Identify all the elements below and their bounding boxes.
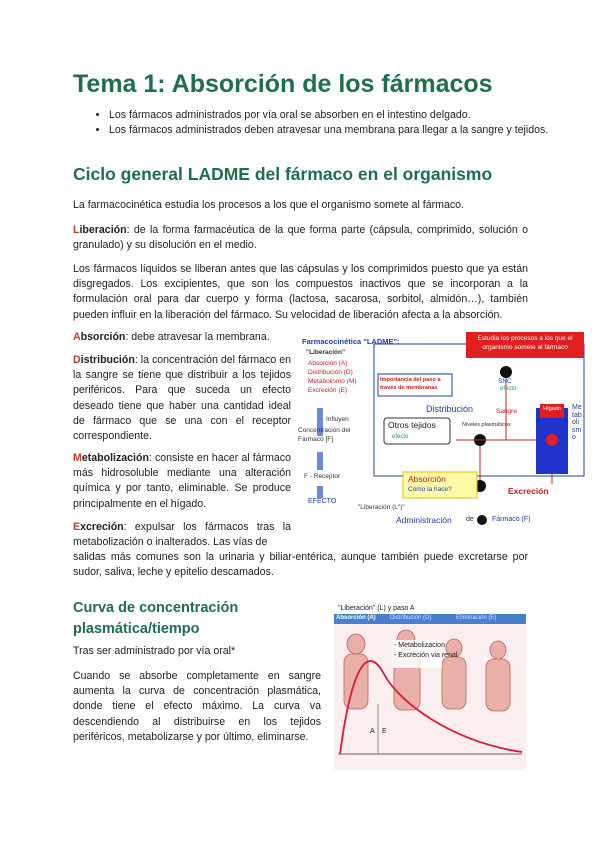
excrecion-paragraph-continued: salidas más comunes son la urinaria y biliar-entérica, aunque también puede excretarse por sudor, saliva, leche y epitelio descamados.: [73, 551, 528, 579]
diagram-list-item: Absorción (A): [308, 360, 348, 367]
bullet-list: [73, 108, 579, 138]
figure-body: [344, 654, 368, 709]
photo-eliminacion-label: Eliminación (E): [456, 615, 497, 621]
photo-absorcion-label: Absorción (A): [336, 615, 376, 621]
figure-body: [486, 659, 510, 711]
efecto-label: efecto: [392, 434, 409, 440]
diagram-liberacion: "Liberación": [306, 349, 346, 356]
curve-title: Curva de concentración plasmática/tiempo: [73, 600, 239, 637]
absorcion-label: Absorción: [408, 474, 446, 484]
absorcion-paragraph: [73, 330, 291, 345]
liberacion-initial: L: [73, 224, 80, 236]
diagram-list-item: Metabolismo (M): [308, 378, 357, 385]
page-title: Tema 1: Absorción de los fármacos: [73, 70, 493, 98]
distribucion-term: istribución: [80, 354, 135, 366]
metabolizacion-term: etabolización: [81, 452, 149, 464]
metabolizacion-initial: M: [73, 452, 82, 464]
diagram-list-item: Distribución (D): [308, 369, 353, 376]
photo-distribucion-label: Distribución (D): [390, 615, 432, 621]
metabolizacion-text: : consiste en hacer al fármaco más hidrosoluble mediante una alteración química y por tanto, eliminable. Se produce principalmente en el hígado.: [73, 452, 291, 510]
drug-dot: [477, 515, 487, 525]
diagram-list-item: Excreción (E): [308, 387, 348, 394]
figure-head: [490, 641, 506, 659]
liberacion-text: : de la forma farmacéutica de la que forma parte (cápsula, comprimido, solución o granulado) y su disolución en el medio.: [73, 224, 528, 252]
red-box-text: Estudia los procesos a los que el organismo somete al fármaco: [477, 335, 573, 351]
distribucion-paragraph: [73, 353, 291, 444]
higado-label: Hígado: [543, 406, 561, 412]
influyen-text: Influyen: [326, 416, 349, 423]
label-e: E: [382, 728, 387, 735]
liberacion-lf-label: "Liberación (L")": [358, 504, 405, 511]
administracion-label: Administración: [396, 515, 452, 525]
diagram-list: [308, 359, 356, 395]
figure-head: [347, 634, 365, 654]
niveles-label: Niveles plasmáticos: [462, 422, 511, 428]
bullet-item: • Los fármacos administrados deben atravesar una membrana para llegar a la sangre y tejidos.: [109, 123, 579, 138]
diagram-header: Farmacocinética "LADME":: [302, 337, 400, 346]
snc-label: SNC: [498, 378, 512, 385]
metabolizacion-paragraph: [73, 451, 291, 512]
excrecion-paragraph: [73, 520, 291, 550]
photo-metab-label: - Metabolizacion: [394, 642, 445, 649]
curve-text: Cuando se absorbe completamente en sangre aumenta la curva de concentración plasmática, donde tiene el efecto máximo. La curva va descendiendo al distribuirse en los tejidos periféricos, metabolizarse y por último, eliminarse.: [73, 670, 321, 743]
ladme-diagram: [296, 328, 588, 530]
distribucion-text: : la concentración del fármaco en la sangre se tiene que distribuir a los tejidos periféricos. Para que suceda un efecto deseado tiene que haber una cantidad ideal de fármaco que se una con el receptor correspondiente.: [73, 354, 291, 443]
metabolismo-label: Metabolismo: [572, 404, 582, 441]
farmaco-label: Fármaco (F): [492, 516, 531, 523]
efecto-bottom-text: EFECTO: [308, 498, 337, 505]
intro-text: La farmacocinética estudia los procesos a los que el organismo somete al fármaco.: [73, 199, 464, 211]
absorcion-initial: A: [73, 331, 81, 343]
liberacion-term: iberación: [79, 224, 127, 236]
section-title: Ciclo general LADME del fármaco en el organismo: [73, 164, 493, 184]
curve-illustration-svg: [334, 604, 526, 770]
como-se-hace-label: Cómo la hace?: [408, 486, 452, 493]
excrecion-term: xcreción: [80, 521, 124, 533]
bullet-item: • Los fármacos administrados por vía oral se absorben en el intestino delgado.: [109, 108, 579, 123]
concentracion-text: Concentración del Fármaco [F]: [298, 427, 351, 443]
curve-subtitle: Tras ser administrado por vía oral*: [73, 645, 236, 657]
de-label: de: [466, 516, 474, 523]
receptor-text: F - Receptor: [304, 473, 341, 480]
absorcion-term: bsorción: [80, 331, 126, 343]
importance-text: Importancia del paso a través de membranas: [380, 377, 441, 391]
photo-excr-label: - Excreción via renal: [394, 652, 458, 659]
distribucion-initial: D: [73, 354, 81, 366]
liver-dot: [546, 434, 558, 446]
label-a: A: [370, 728, 375, 735]
excrecion-initial: E: [73, 521, 81, 533]
figure-body: [442, 657, 466, 709]
snc-efecto-label: efecto: [500, 386, 517, 392]
drug-dot: [500, 366, 512, 378]
absorcion-text: : debe atravesar la membrana.: [125, 331, 270, 343]
liquids-paragraph: Los fármacos líquidos se liberan antes que las cápsulas y los comprimidos puesto que ya están disgregados. Los excipientes, que son los compuestos inactivos que se incorporan a la formulación oral para dar cuerpo y forma (lactosa, sacarosa, sorbitol, almidón…), también pueden influir en la liberación del fármaco. Su velocidad de liberación afecta a la absorción.: [73, 263, 528, 321]
excrecion-label: Excreción: [508, 486, 549, 496]
otros-tejidos-label: Otros tejidos: [388, 420, 436, 430]
excrecion-text: : expulsar los fármacos tras la metabolización o inalterados. Las vías de: [73, 521, 291, 549]
liberacion-paragraph: [73, 223, 528, 253]
distribucion-label: Distribución: [426, 404, 474, 414]
photo-header-text: "Liberación" (L) y paso A: [338, 605, 415, 612]
curve-illustration: [334, 604, 526, 770]
sangre-label: Sangre: [496, 408, 517, 415]
